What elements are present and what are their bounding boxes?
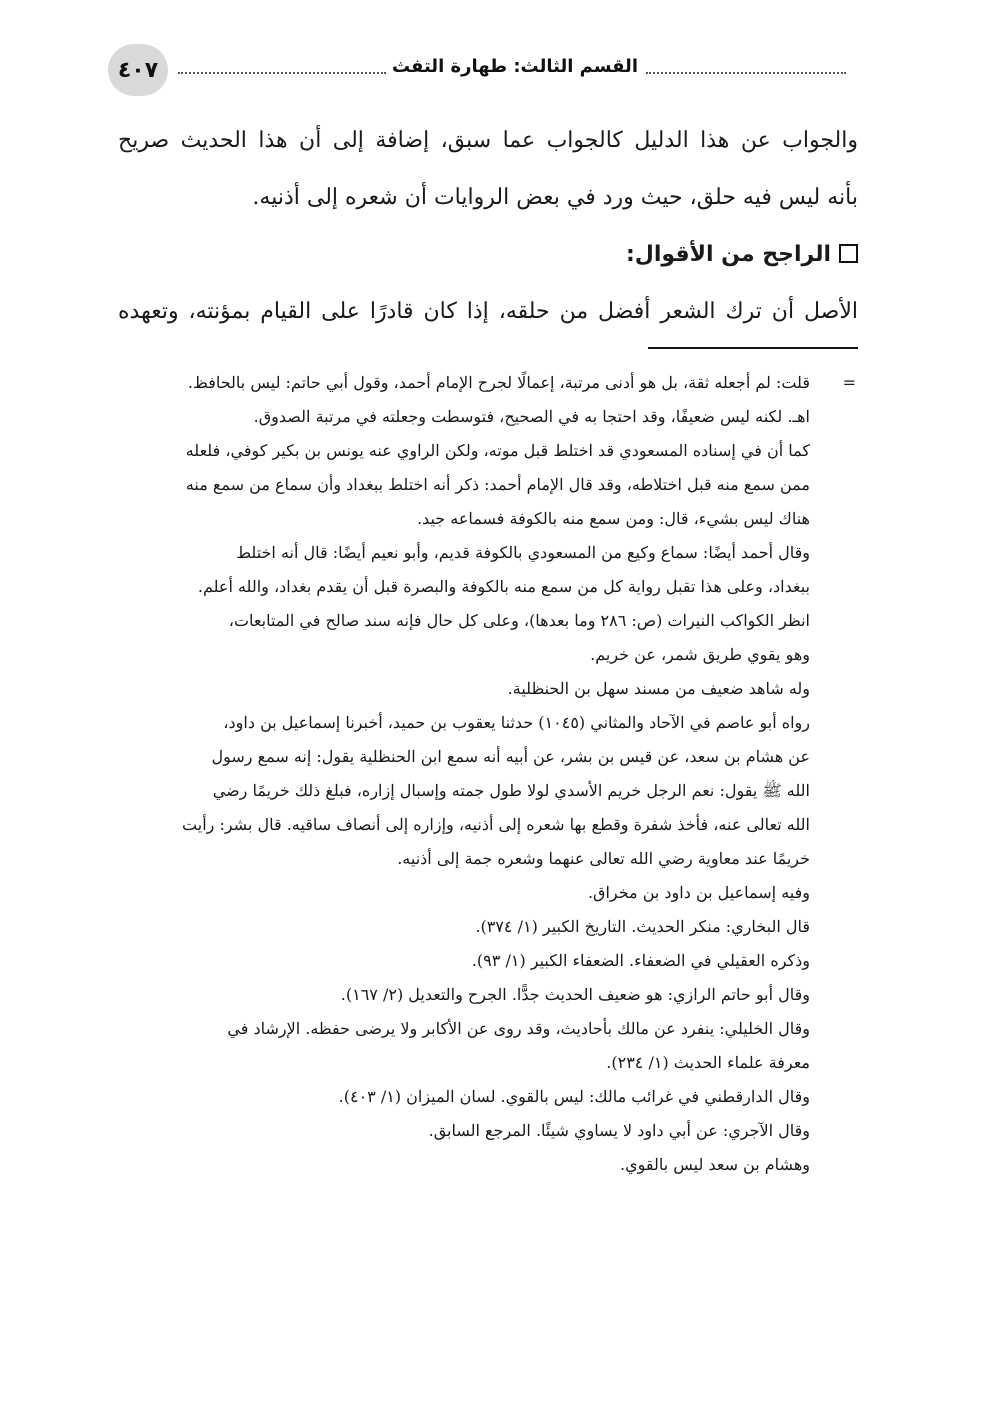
- footnote-separator: [648, 347, 858, 349]
- footnote-line: هناك ليس بشيء، قال: ومن سمع منه بالكوفة فسماعه جيد.: [416, 509, 810, 528]
- footnote-line: وذكره العقيلي في الضعفاء. الضعفاء الكبير (١/ ٩٣).: [471, 951, 810, 970]
- footnote-line: وقال أبو حاتم الرازي: هو ضعيف الحديث جدًّا. الجرح والتعديل (٢/ ١٦٧).: [340, 985, 810, 1004]
- footnote-line: معرفة علماء الحديث (١/ ٢٣٤).: [606, 1053, 810, 1072]
- page-header: [108, 44, 846, 96]
- footnotes: [118, 366, 810, 1182]
- footnote-line: وفيه إسماعيل بن داود بن مخراق.: [587, 883, 810, 902]
- footnote-line: خريمًا عند معاوية رضي الله تعالى عنهما وشعره جمة إلى أذنيه.: [397, 849, 810, 868]
- footnote-line: عن هشام بن سعد، عن قيس بن بشر، عن أبيه أنه سمع ابن الحنظلية يقول: إنه سمع رسول: [211, 747, 810, 766]
- main-paragraph: الأصل أن ترك الشعر أفضل من حلقه، إذا كان قادرًا على القيام بمؤنته، وتعهده: [118, 299, 858, 324]
- main-text: [118, 112, 858, 340]
- footnote-line: انظر الكواكب النيرات (ص: ٢٨٦ وما بعدها)، وعلى كل حال فإنه سند صالح في المتابعات،: [228, 611, 810, 630]
- footnote-line: كما أن في إسناده المسعودي قد اختلط قبل موته، ولكن الراوي عنه يونس بن بكير كوفي، فلعله: [185, 441, 810, 460]
- footnote-line: ممن سمع منه قبل اختلاطه، وقد قال الإمام أحمد: ذكر أنه اختلط ببغداد وأن سماع من سمع منه: [185, 475, 810, 494]
- footnote-line: الله تعالى عنه، فأخذ شفرة وقطع بها شعره إلى أذنيه، وإزاره إلى أنصاف ساقيه. قال بشر: رأيت: [182, 815, 810, 834]
- footnote-line: وقال الآجري: عن أبي داود لا يساوي شيئًا. المرجع السابق.: [428, 1121, 810, 1140]
- footnote-line: وهشام بن سعد ليس بالقوي.: [620, 1155, 810, 1174]
- footnote-line: وقال الخليلي: ينفرد عن مالك بأحاديث، وقد روى عن الأكابر ولا يرضى حفظه. الإرشاد في: [227, 1019, 810, 1038]
- main-line-2: بأنه ليس فيه حلق، حيث ورد في بعض الروايات أن شعره إلى أذنيه.: [252, 185, 858, 210]
- footnote-line: ببغداد، وعلى هذا تقبل رواية كل من سمع منه بالكوفة والبصرة قبل أن يقدم بغداد، والله أعلم.: [197, 577, 810, 596]
- running-title: القسم الثالث: طهارة التفث: [391, 56, 638, 77]
- footnote-line: الله ﷺ يقول: نعم الرجل خريم الأسدي لولا طول جمته وإسبال إزاره، فبلغ ذلك خريمًا رضي: [212, 781, 810, 800]
- footnote-line: وله شاهد ضعيف من مسند سهل بن الحنظلية.: [507, 679, 810, 698]
- header-dotted-leader-left: [178, 58, 386, 74]
- footnote-line: قال البخاري: منكر الحديث. التاريخ الكبير (١/ ٣٧٤).: [475, 917, 810, 936]
- footnote-line: رواه أبو عاصم في الآحاد والمثاني (١٠٤٥) حدثنا يعقوب بن حميد، أخبرنا إسماعيل بن داود،: [223, 713, 810, 732]
- footnote-line: وقال أحمد أيضًا: سماع وكيع من المسعودي بالكوفة قديم، وأبو نعيم أيضًا: قال أنه اختلط: [236, 543, 810, 562]
- footnote-line: وهو يقوي طريق شمر، عن خريم.: [590, 645, 810, 664]
- footnote-continuation-mark: =: [842, 373, 856, 392]
- square-bullet-icon: [839, 244, 858, 263]
- page-number: ٤٠٧: [108, 44, 168, 96]
- main-line-1: والجواب عن هذا الدليل كالجواب عما سبق، إضافة إلى أن هذا الحديث صريح: [118, 128, 858, 153]
- footnote-line: قلت: لم أجعله ثقة، بل هو أدنى مرتبة، إعمالًا لجرح الإمام أحمد، وقول أبي حاتم: ليس بالحافظ.: [187, 373, 810, 392]
- section-heading: [118, 226, 858, 283]
- section-heading-text: الراجح من الأقوال:: [625, 242, 831, 267]
- footnote-line: اهـ. لكنه ليس ضعيفًا، وقد احتجا به في الصحيح، فتوسطت وجعلته في مرتبة الصدوق.: [253, 407, 810, 426]
- footnote-line: وقال الدارقطني في غرائب مالك: ليس بالقوي. لسان الميزان (١/ ٤٠٣).: [338, 1087, 810, 1106]
- header-dotted-leader-right: [646, 58, 846, 74]
